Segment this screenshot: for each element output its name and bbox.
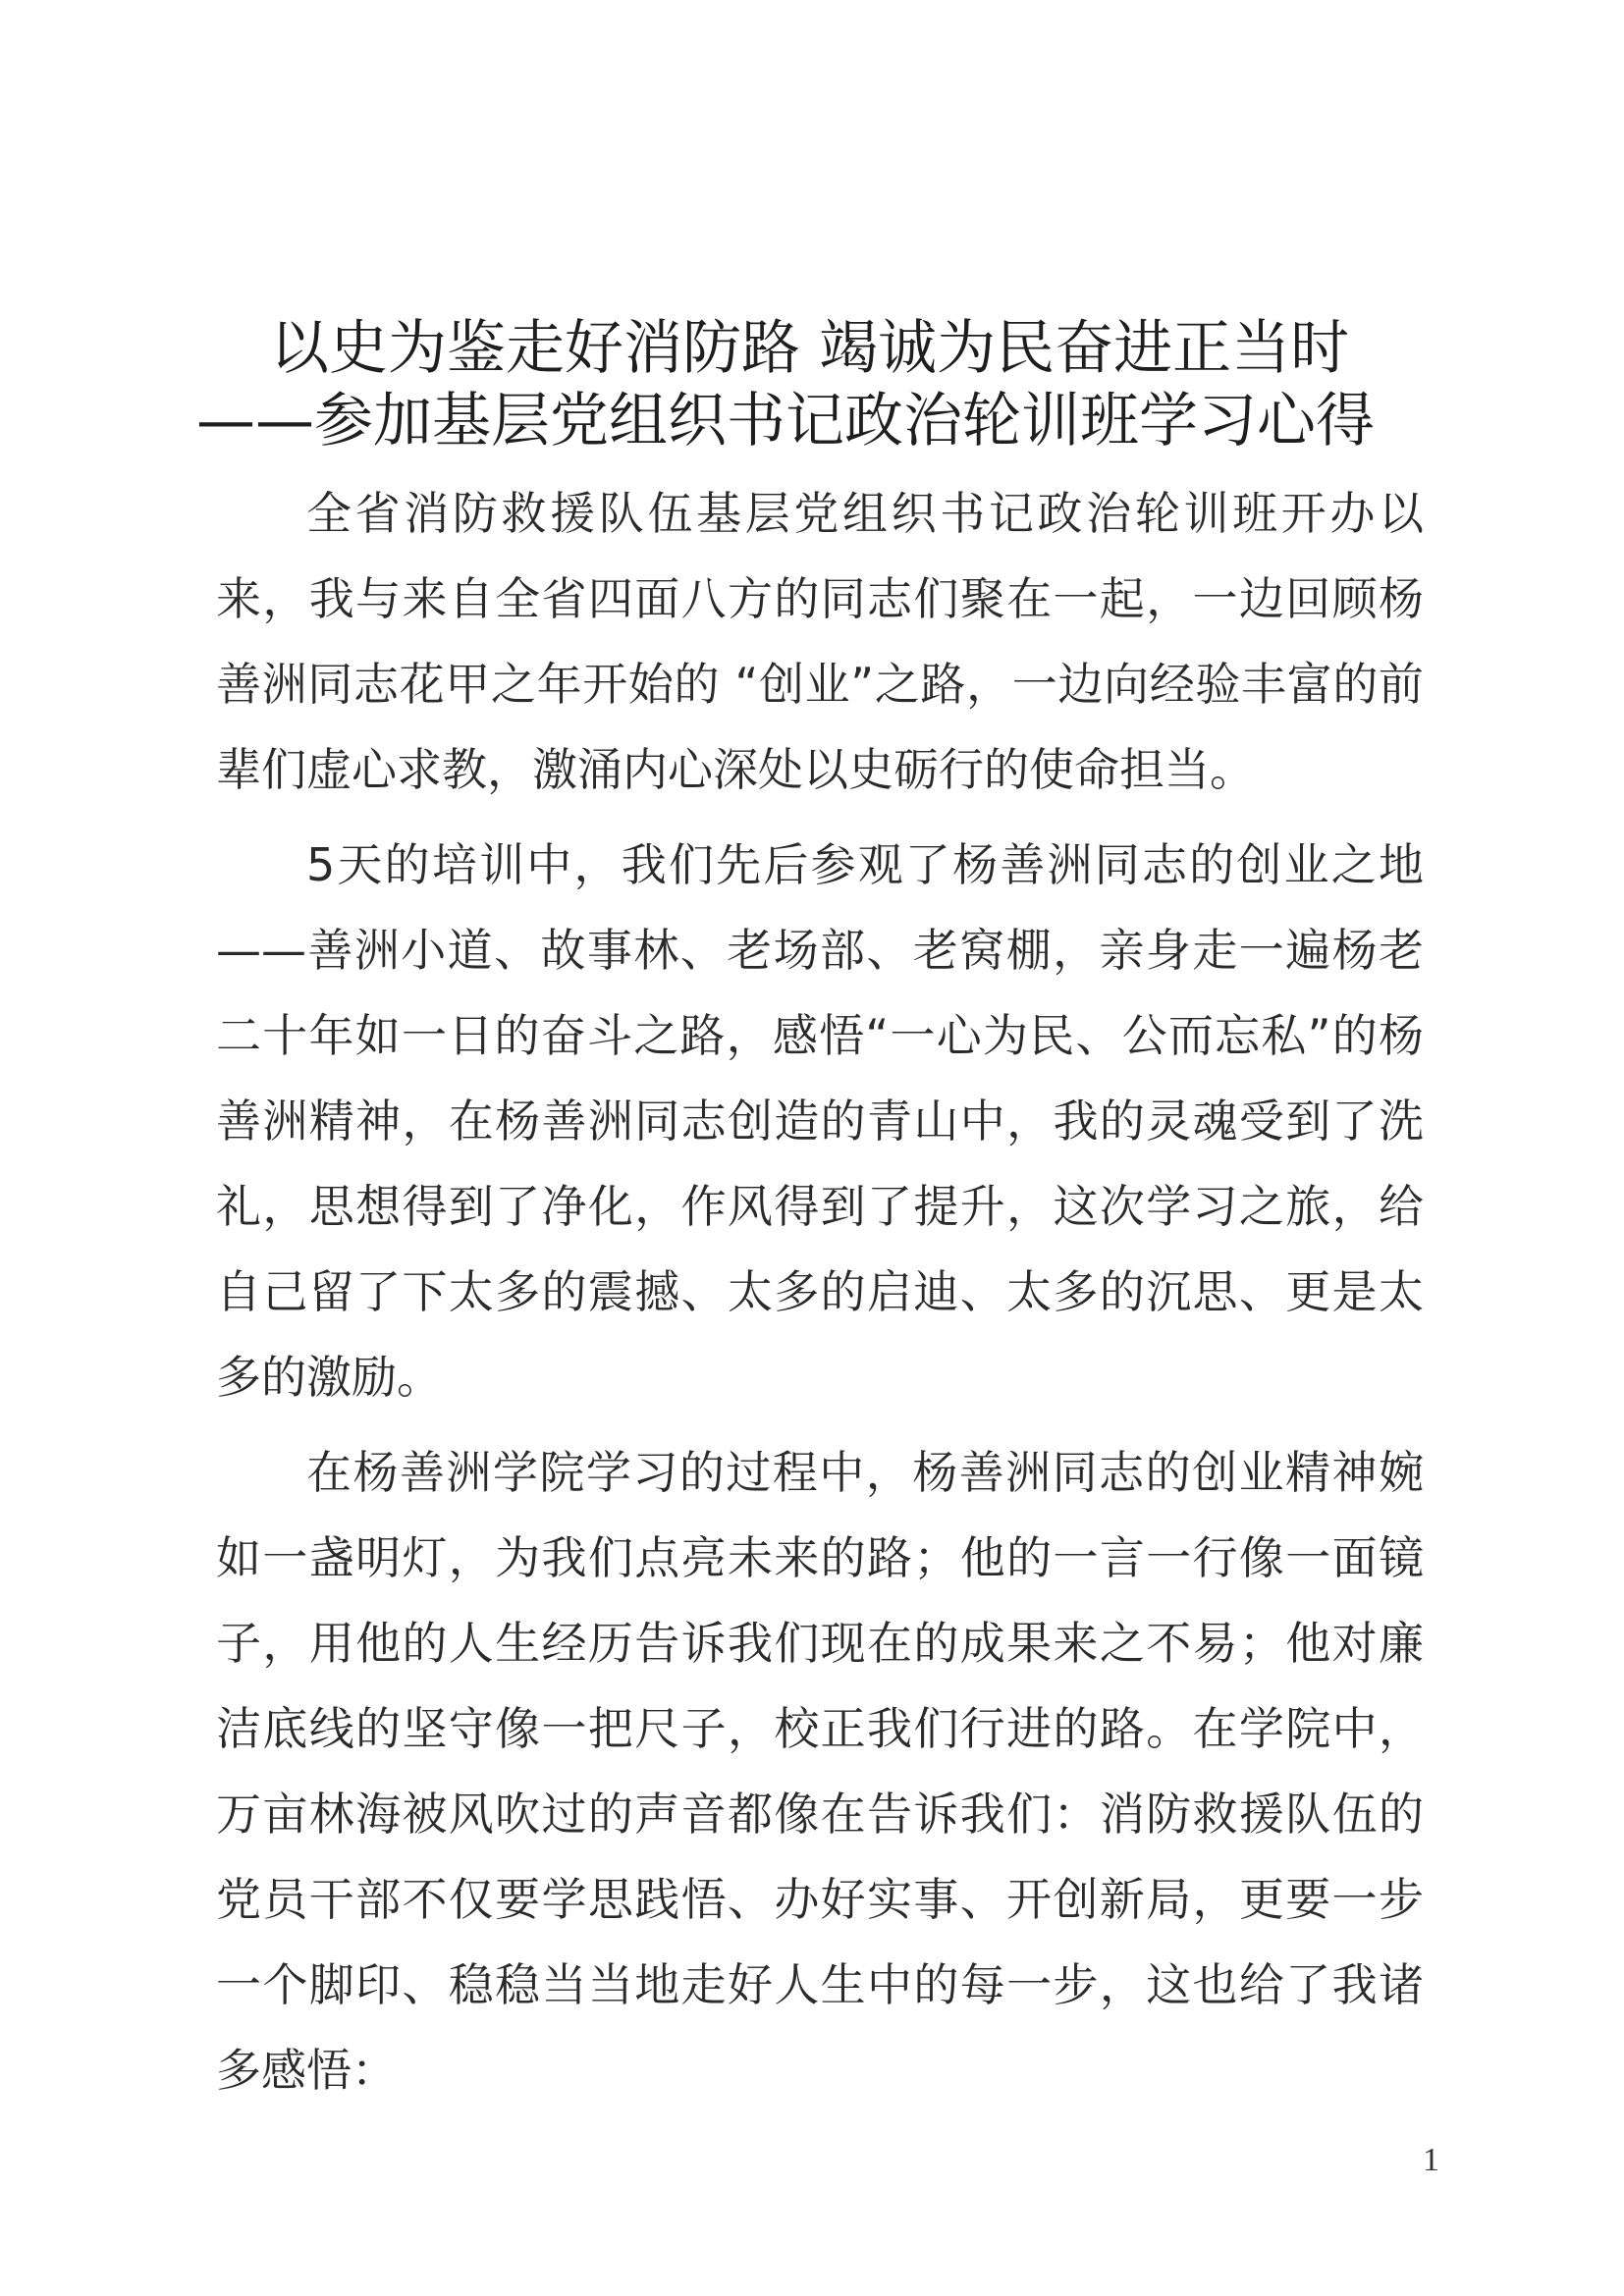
document-subtitle: ——参加基层党组织书记政治轮训班学习心得	[196, 387, 1375, 455]
title-block	[196, 312, 1434, 457]
paragraph-2: 5天的培训中，我们先后参观了杨善洲同志的创业之地——善洲小道、故事林、老场部、老窝棚，亲身走一遍杨老二十年如一日的奋斗之路，感悟“一心为民、公而忘私”的杨善洲精神，在杨善洲同志创造的青山中，我的灵魂受到了洗礼，思想得到了净化，作风得到了提升，这次学习之旅，给自己留了下太多的震撼、太多的启迪、太多的沉思、更是太多的激励。	[216, 838, 1424, 1404]
document-body	[216, 471, 1424, 2123]
paragraph-1: 全省消防救援队伍基层党组织书记政治轮训班开办以来，我与来自全省四面八方的同志们聚在一起，一边回顾杨善洲同志花甲之年开始的 “创业”之路，一边向经验丰富的前辈们虚心求教，激涌内心深处以史砺行的使命担当。	[216, 487, 1424, 796]
document-title: 以史为鉴走好消防路 竭诚为民奋进正当时	[270, 314, 1350, 383]
page-number: 1	[1423, 2142, 1439, 2178]
paragraph-3: 在杨善洲学院学习的过程中，杨善洲同志的创业精神婉如一盏明灯，为我们点亮未来的路；他的一言一行像一面镜子，用他的人生经历告诉我们现在的成果来之不易；他对廉洁底线的坚守像一把尺子，校正我们行进的路。在学院中，万亩林海被风吹过的声音都像在告诉我们：消防救援队伍的党员干部不仅要学思践悟、办好实事、开创新局，更要一步一个脚印、稳稳当当地走好人生中的每一步，这也给了我诸多感悟：	[216, 1446, 1424, 2097]
